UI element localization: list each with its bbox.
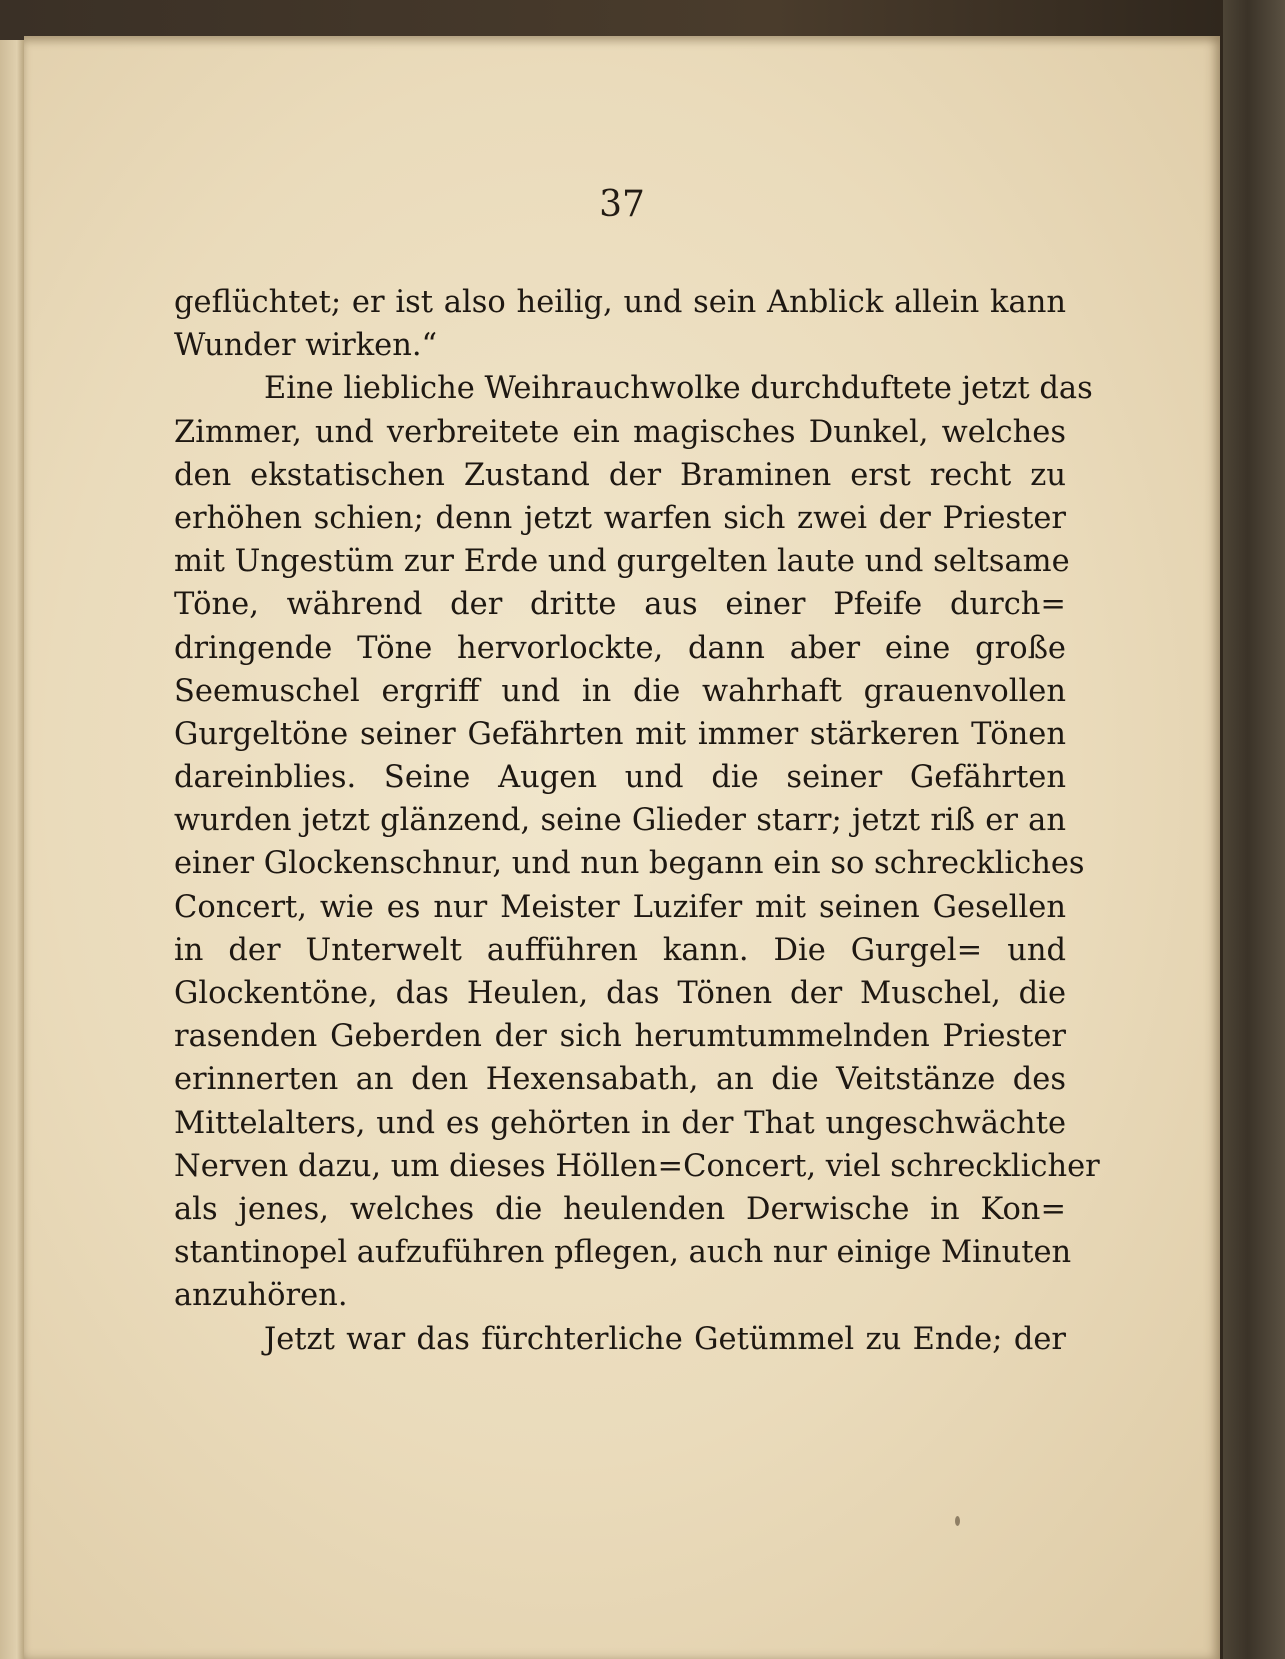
- ink-speck: [955, 1516, 960, 1526]
- body-text: [174, 281, 1100, 1361]
- text-line: Mittelalters, und es gehörten in der That ungeschwächte: [174, 1105, 1066, 1141]
- text-line: Nerven dazu, um dieses Höllen=Concert, viel schrecklicher: [174, 1148, 1100, 1184]
- book-page: [24, 36, 1220, 1659]
- text-line: geflüchtet; er ist also heilig, und sein Anblick allein kann: [174, 285, 1066, 320]
- text-line: in der Unterwelt aufführen kann. Die Gurgel= und: [174, 932, 1066, 968]
- text-line: rasenden Geberden der sich herumtummelnden Priester: [174, 1019, 1066, 1055]
- text-line: dareinblies. Seine Augen und die seiner Gefährten: [174, 760, 1066, 796]
- text-line: Zimmer, und verbreitete ein magisches Dunkel, welches: [174, 414, 1066, 450]
- text-line: stantinopel aufzuführen pflegen, auch nur einige Minuten: [174, 1235, 1072, 1271]
- text-line: einer Glockenschnur, und nun begann ein so schreckliches: [174, 846, 1085, 882]
- text-line: Eine liebliche Weihrauchwolke durchduftete jetzt das: [264, 371, 1093, 407]
- text-line: mit Ungestüm zur Erde und gurgelten laute und seltsame: [174, 544, 1070, 580]
- text-line: dringende Töne hervorlockte, dann aber eine große: [174, 630, 1066, 666]
- facing-page-edge: [0, 40, 24, 1659]
- text-line: wurden jetzt glänzend, seine Glieder starr; jetzt riß er an: [174, 803, 1066, 839]
- text-line: als jenes, welches die heulenden Derwische in Kon=: [174, 1191, 1066, 1227]
- text-line: erinnerten an den Hexensabath, an die Veitstänze des: [174, 1062, 1066, 1098]
- text-line: Gurgeltöne seiner Gefährten mit immer stärkeren Tönen: [174, 716, 1066, 752]
- text-line: Seemuschel ergriff und in die wahrhaft grauenvollen: [174, 673, 1066, 709]
- text-line: anzuhören.: [174, 1278, 348, 1314]
- book-cover-edge: [1223, 0, 1285, 1659]
- text-line: Töne, während der dritte aus einer Pfeife durch=: [174, 587, 1066, 623]
- text-line: Jetzt war das fürchterliche Getümmel zu Ende; der: [264, 1321, 1066, 1357]
- page-number: 37: [599, 184, 645, 225]
- text-line: den ekstatischen Zustand der Braminen erst recht zu: [174, 457, 1066, 493]
- text-line: Concert, wie es nur Meister Luzifer mit seinen Gesellen: [174, 889, 1066, 925]
- text-line: Glockentöne, das Heulen, das Tönen der Muschel, die: [174, 976, 1066, 1011]
- text-line: erhöhen schien; denn jetzt warfen sich zwei der Priester: [174, 500, 1066, 536]
- text-line: Wunder wirken.“: [174, 328, 438, 364]
